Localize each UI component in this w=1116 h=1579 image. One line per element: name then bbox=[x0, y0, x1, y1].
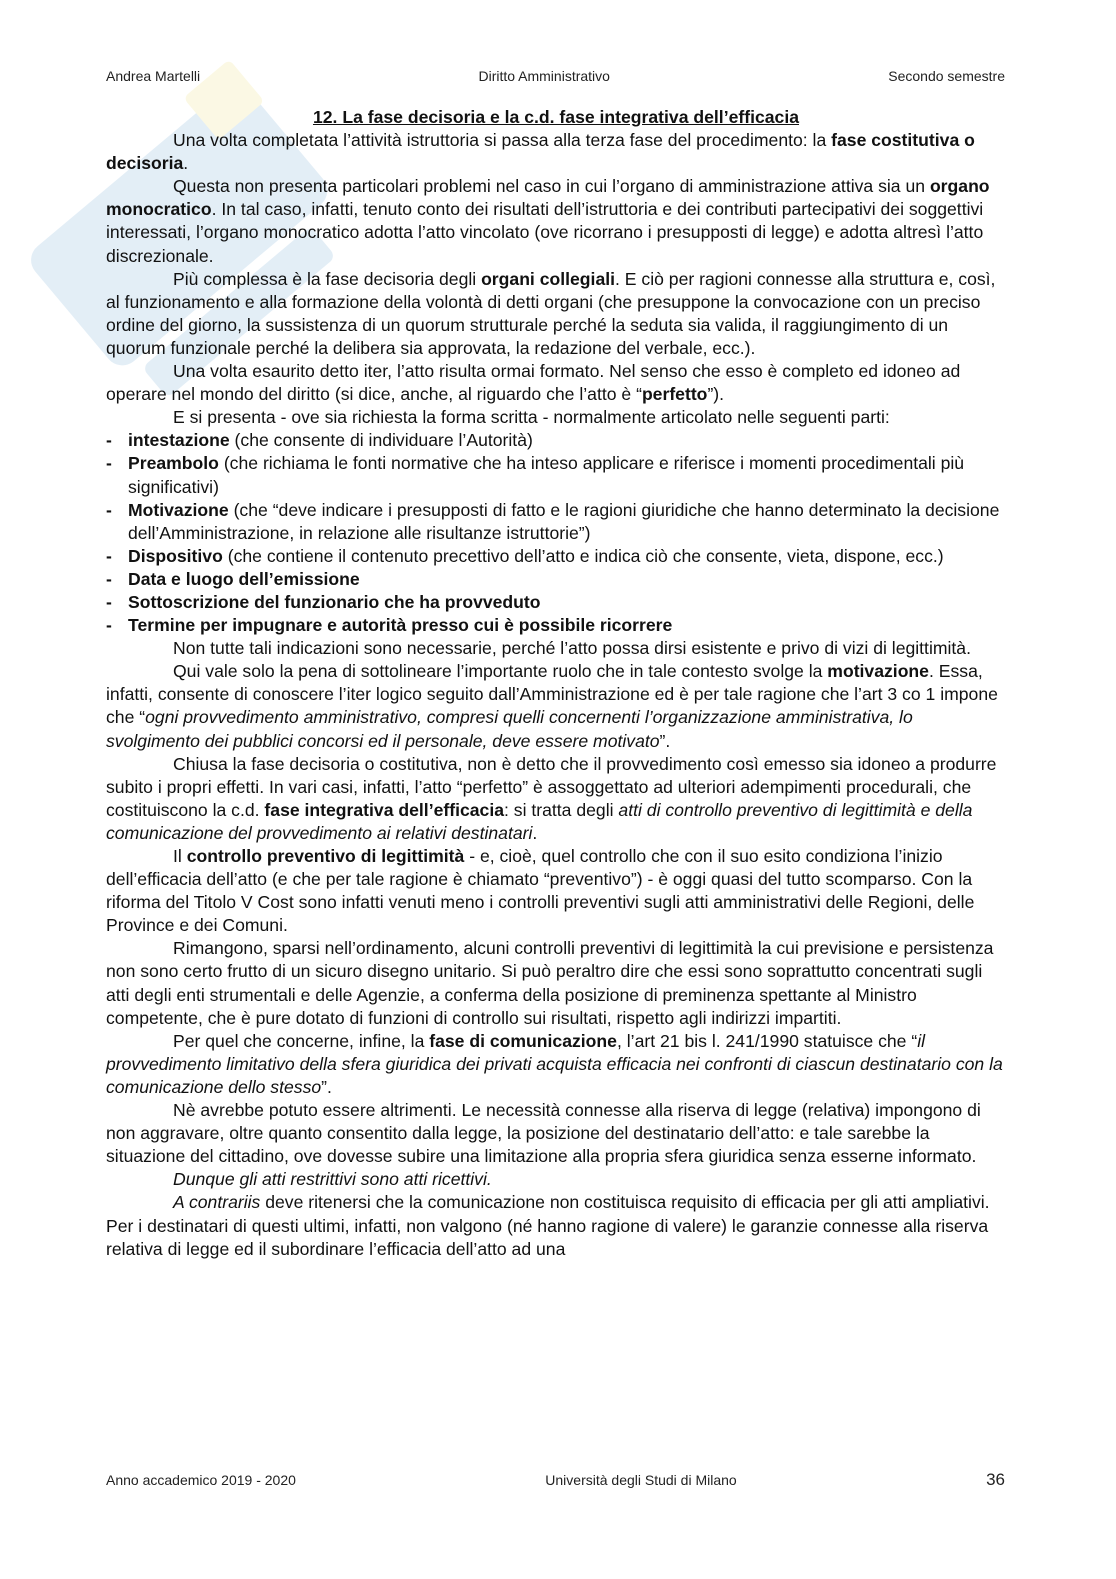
paragraph-9: Il controllo preventivo di legittimità - e, cioè, quel controllo che con il suo esito condiziona l’inizio dell’efficacia dell’atto (e che per tale ragione è chiamato “preventivo”) - è oggi quasi del tutto scomparso. Con la riforma del Titolo V Cost sono infatti venuti meno i controlli preventivi sugli atti amministrativi delle Regioni, delle Province e dei Comuni. bbox=[106, 846, 975, 936]
footer-year: Anno accademico 2019 - 2020 bbox=[106, 1472, 296, 1488]
list-item: - Sottoscrizione del funzionario che ha provveduto bbox=[106, 591, 541, 612]
paragraph-1: Una volta completata l’attività istruttoria si passa alla terza fase del procedimento: la fase costitutiva o decisoria. bbox=[106, 130, 975, 174]
document-body bbox=[106, 106, 1006, 1261]
paragraph-5: E si presenta - ove sia richiesta la forma scritta - normalmente articolato nelle seguenti parti: bbox=[173, 407, 890, 428]
paragraph-6: Non tutte tali indicazioni sono necessarie, perché l’atto possa dirsi esistente e privo di vizi di legittimità. bbox=[173, 638, 971, 659]
footer-university: Università degli Studi di Milano bbox=[545, 1472, 737, 1488]
list-item: - Termine per impugnare e autorità presso cui è possibile ricorrere bbox=[106, 615, 673, 636]
paragraph-11: Per quel che concerne, infine, la fase di comunicazione, l’art 21 bis l. 241/1990 statuisce che “il provvedimento limitativo della sfera giuridica dei privati acquista efficacia nei confronti di ciascun destinatario con la comunicazione dello stesso”. bbox=[106, 1030, 1003, 1097]
page-footer bbox=[106, 1470, 1005, 1490]
paragraph-7: Qui vale solo la pena di sottolineare l’importante ruolo che in tale contesto svolge la motivazione. Essa, infatti, consente di conoscere l’iter logico seguito dall’Amministrazione ed è per tale ragione che l’art 3 co 1 impone che “ogni provvedimento amministrativo, compresi quelli concernenti l’organizzazione amministrativa, lo svolgimento dei pubblici concorsi ed il personale, deve essere motivato”. bbox=[106, 661, 998, 751]
list-item: - Motivazione (che “deve indicare i presupposti di fatto e le ragioni giuridiche che hanno determinato la decisione dell’Amministrazione, in relazione alle risultanze istruttorie”) bbox=[106, 499, 1000, 543]
header-semester: Secondo semestre bbox=[888, 68, 1005, 84]
paragraph-4: Una volta esaurito detto iter, l’atto risulta ormai formato. Nel senso che esso è completo ed idoneo ad operare nel mondo del diritto (si dice, anche, al riguardo che l’atto è “perfetto”). bbox=[106, 361, 961, 405]
paragraph-2: Questa non presenta particolari problemi nel caso in cui l’organo di amministrazione attiva sia un organo monocratico. In tal caso, infatti, tenuto conto dei risultati dell’istruttoria e dei contributi partecipativi dei soggettivi interessati, l’organo monocratico adotta l’atto vincolato (ove ricorrano i presupposti di legge) e adotta altresì l’atto discrezionale. bbox=[106, 176, 990, 266]
page-header bbox=[106, 68, 1005, 84]
paragraph-12: Nè avrebbe potuto essere altrimenti. Le necessità connesse alla riserva di legge (relativa) impongono di non aggravare, oltre quanto consentito dalla legge, la posizione del destinatario dell’atto: e tale sarebbe la situazione del cittadino, ove dovesse subire una limitazione alla propria sfera giuridica senza esserne informato. bbox=[106, 1100, 981, 1167]
paragraph-10: Rimangono, sparsi nell’ordinamento, alcuni controlli preventivi di legittimità la cui previsione e persistenza non sono certo frutto di un sicuro disegno unitario. Si può peraltro dire che essi sono soprattutto concentrati sugli atti degli enti strumentali e delle Agenzie, a conferma della posizione di preminenza spettante al Ministro competente, che è pure dotato di funzioni di controllo sui risultati, rispetto agli indirizzi impartiti. bbox=[106, 938, 994, 1028]
paragraph-3: Più complessa è la fase decisoria degli organi collegiali. E ciò per ragioni connesse alla struttura e, così, al funzionamento e alla formazione della volontà di detti organi (che presuppone la convocazione con un preciso ordine del giorno, la sussistenza di un quorum strutturale perché la seduta sia valida, il raggiungimento di un quorum funzionale perché la delibera sia approvata, la redazione del verbale, ecc.). bbox=[106, 268, 996, 358]
section-title: 12. La fase decisoria e la c.d. fase integrativa dell’efficacia bbox=[312, 107, 800, 127]
paragraph-14: A contrariis deve ritenersi che la comunicazione non costituisca requisito di efficacia per gli atti ampliativi. Per i destinatari di questi ultimi, infatti, non valgono (né hanno ragione di valere) le garanzie connesse alla riserva relativa di legge ed il subordinare l’efficacia dell’atto ad una bbox=[106, 1192, 990, 1259]
paragraph-8: Chiusa la fase decisoria o costitutiva, non è detto che il provvedimento così emesso sia idoneo a produrre subito i propri effetti. In vari casi, infatti, l’atto “perfetto” è assoggettato ad ulteriori adempimenti procedurali, che costituiscono la c.d. fase integrativa dell’efficacia: si tratta degli atti di controllo preventivo di legittimità e della comunicazione del provvedimento ai relativi destinatari. bbox=[106, 753, 997, 843]
header-author: Andrea Martelli bbox=[106, 68, 201, 84]
header-course: Diritto Amministrativo bbox=[478, 68, 610, 84]
page-number: 36 bbox=[986, 1470, 1005, 1489]
paragraph-13: Dunque gli atti restrittivi sono atti ricettivi. bbox=[173, 1169, 492, 1190]
list-item: - Data e luogo dell’emissione bbox=[106, 568, 360, 589]
list-item: - intestazione (che consente di individuare l’Autorità) bbox=[106, 430, 533, 451]
list-item: - Preambolo (che richiama le fonti normative che ha inteso applicare e riferisce i momenti procedimentali più significativi) bbox=[106, 453, 965, 497]
list-item: - Dispositivo (che contiene il contenuto precettivo dell’atto e indica ciò che consente, vieta, dispone, ecc.) bbox=[106, 545, 944, 566]
